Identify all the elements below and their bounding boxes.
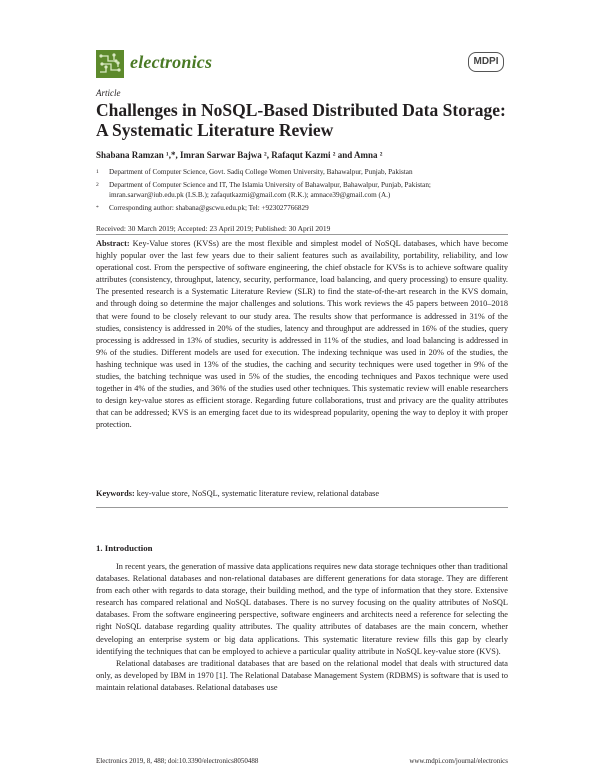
publication-dates: Received: 30 March 2019; Accepted: 23 April 2019; Published: 30 April 2019 bbox=[96, 224, 331, 233]
keywords bbox=[96, 488, 508, 500]
abstract bbox=[96, 238, 508, 432]
journal-logo-icon bbox=[96, 50, 124, 78]
affiliation-text: Corresponding author: shabana@gscwu.edu.pk; Tel: +923027766829 bbox=[109, 204, 309, 212]
author-list: Shabana Ramzan ¹,*, Imran Sarwar Bajwa ², Rafaqut Kazmi ² and Amna ² bbox=[96, 150, 383, 160]
journal-name: electronics bbox=[130, 52, 213, 72]
affiliation-marker: * bbox=[96, 205, 99, 211]
paragraph: Relational databases are traditional databases that are based on the relational model that deals with structured data only, as developed by IBM in 1970 [1]. The Relational Database Management System (RDBMS) is software that is used to maintain relational databases. Relational databases use bbox=[96, 658, 508, 692]
affiliation-marker: 1 bbox=[96, 169, 99, 175]
journal-url[interactable]: www.mdpi.com/journal/electronics bbox=[409, 757, 508, 765]
affiliation-1 bbox=[96, 167, 506, 177]
publisher-logo: MDPI bbox=[468, 52, 504, 72]
divider bbox=[96, 507, 508, 508]
keywords-label: Keywords: bbox=[96, 489, 135, 498]
paper-title: Challenges in NoSQL-Based Distributed Data Storage: A Systematic Literature Review bbox=[96, 100, 506, 140]
affiliation-2 bbox=[96, 180, 506, 200]
affiliation-text: Department of Computer Science, Govt. Sadiq College Women University, Bahawalpur, Punjab, Pakistan bbox=[109, 168, 413, 176]
citation-footer: Electronics 2019, 8, 488; doi:10.3390/electronics8050488 bbox=[96, 757, 259, 765]
abstract-label: Abstract: bbox=[96, 239, 130, 248]
article-type: Article bbox=[96, 88, 121, 98]
introduction-body bbox=[96, 561, 508, 694]
affiliation-text: Department of Computer Science and IT, The Islamia University of Bahawalpur, Bahawalpur, Punjab, Pakistan; imran.sarwar@iub.edu.pk (I.S.B.); zafaqutkazmi@gmail.com (R.K.); amnace39@gmail.com (A.) bbox=[109, 181, 431, 200]
divider bbox=[96, 234, 508, 235]
abstract-text: Key-Value stores (KVSs) are the most flexible and simplest model of NoSQL databases, which have become highly popular over the last few years due to their salient features such as availability, portability, reliability, and low operational cost. From the perspective of software engineering, the chief obstacle for KVSs is to achieve software quality attributes (consistency, throughput, latency, security, performance, load balancing, and query processing) to ensure quality. The presented research is a Systematic Literature Review (SLR) to find the state-of-the-art research in the KVS domain, and through doing so determine the major challenges and solutions. This work reviews the 45 papers between 2010–2018 that were found to be closely relevant to our study area. The results show that performance is addressed in 31% of the studies, consistency is addressed in 20% of the studies, latency and throughput are addressed in 16% of the studies, query processing is addressed in 13% of studies, security is addressed in 11% of the studies, and load balancing is addressed in 9% of the studies. Different models are used for execution. The indexing technique was used in 20% of the studies, the hashing technique was used in 13% of the studies, the caching and security techniques were used together in 9% of the studies, the batching technique was used in 5% of the studies, the encoding techniques and Paxos technique were used together in 4% of the studies, and 36% of the studies used other techniques. This systematic review will enable researchers to design key-value stores as efficient storage. Regarding future collaborations, trust and privacy are the quality attributes that can be addressed; KVS is an emerging facet due to its widespread popularity, opening the way to deploy it with proper protection. bbox=[96, 239, 509, 430]
keywords-text: key-value store, NoSQL, systematic literature review, relational database bbox=[136, 489, 380, 498]
section-heading: 1. Introduction bbox=[96, 543, 153, 553]
paragraph: In recent years, the generation of massive data applications requires new data storage techniques other than traditional databases. Relational databases and non-relational databases are different generations for data storage. They are different from each other with regards to data storage, their building method, and the type of information that they store. Extensive research has compared relational and NoSQL databases. There is no survey focusing on the quality attributes of NoSQL databases. From the software engineering perspective, software engineers and architects need a reference for selecting the right NoSQL database regarding quality attributes. The quality attributes of databases are the main concern, whether developing an enterprise system or big data applications. This systematic literature review fills this gap by clearly identifying the techniques that can be employed to achieve a particular quality attribute in NoSQL key-value store (KVS). bbox=[96, 562, 508, 656]
affiliation-marker: 2 bbox=[96, 182, 99, 188]
corresponding-author bbox=[96, 203, 506, 213]
